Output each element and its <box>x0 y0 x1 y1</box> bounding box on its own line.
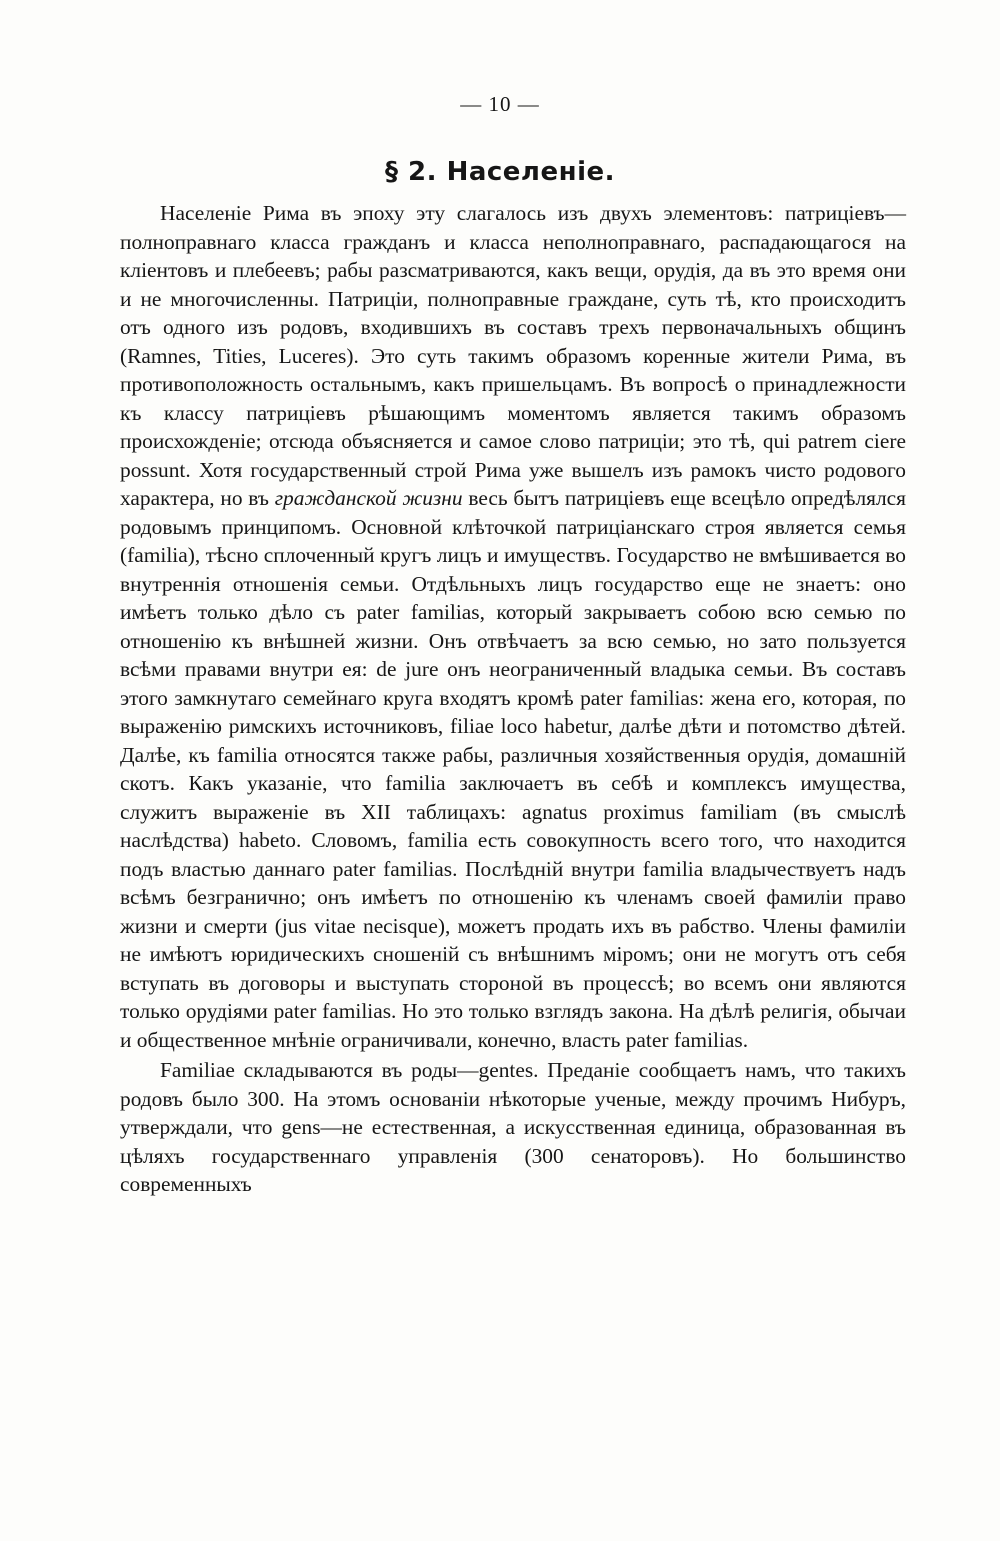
paragraph-1 <box>120 199 906 1054</box>
paragraph-1-text-a: Населеніе Рима въ эпоху эту слагалось изъ двухъ элементовъ: патриціевъ—полноправнаго класса гражданъ и класса неполноправнаго, распадающагося на кліентовъ и плебеевъ; рабы разсматриваются, какъ вещи, орудія, да въ это время они и не многочисленны. Патриціи, полноправные граждане, суть тѣ, кто происходитъ отъ одного изъ родовъ, входившихъ въ составъ трехъ первоначальныхъ общинъ (Ramnes, Tities, Luceres). Это суть такимъ образомъ коренные жители Рима, въ противоположность остальнымъ, какъ пришельцамъ. Въ вопросѣ о принадлежности къ классу патриціевъ рѣшающимъ моментомъ является такимъ образомъ происхожденіе; отсюда объясняется и самое слово патриціи; это тѣ, qui patrem ciere possunt. Хотя государственный строй Рима уже вышелъ изъ рамокъ чисто родового характера, но въ <box>120 201 906 510</box>
page-number: — 10 — <box>460 92 540 116</box>
paragraph-2 <box>120 1056 906 1199</box>
paragraph-2-text: Familiae складываются въ роды—gentes. Преданіе сообщаетъ намъ, что такихъ родовъ было 300. На этомъ основаніи нѣкоторые ученые, между прочимъ Нибуръ, утверждали, что gens—не естественная, а искусственная единица, образованная въ цѣляхъ государственнаго управленія (300 сенаторовъ). Но большинство современныхъ <box>120 1058 906 1196</box>
paragraph-1-text-b: весь бытъ патриціевъ еще всецѣло опредѣлялся родовымъ принципомъ. Основной клѣточкой патриціанскаго строя является семья (familia), тѣсно сплоченный кругъ лицъ и имуществъ. Государство не вмѣшивается во внутреннія отношенія семьи. Отдѣльныхъ лицъ государство еще не знаетъ: оно имѣетъ только дѣло съ pater familias, который закрываетъ собою всю семью по отношенію къ внѣшней жизни. Онъ отвѣчаетъ за всю семью, но зато пользуется всѣми правами внутри ея: de jure онъ неограниченный владыка семьи. Въ составъ этого замкнутаго семейнаго круга входятъ кромѣ pater familias: жена его, которая, по выраженію римскихъ источниковъ, filiae loco habetur, далѣе дѣти и потомство дѣтей. Далѣе, къ familia относятся также рабы, различныя хозяйственныя орудія, домашній скотъ. Какъ указаніе, что familia заключаетъ въ себѣ и комплексъ имущества, служитъ выраженіе въ XII таблицахъ: agnatus proximus familiam (въ смыслѣ наслѣдства) habeto. Словомъ, familia есть совокупность всего того, что находится подъ властью даннаго pater familias. Послѣдній внутри familia владычествуетъ надъ всѣмъ безгранично; онъ имѣетъ по отношенію къ членамъ своей фамиліи право жизни и смерти (jus vitae necisque), можетъ продать ихъ въ рабство. Члены фамиліи не имѣютъ юридическихъ сношеній съ внѣшнимъ міромъ; они не могутъ отъ себя вступать въ договоры и выступать стороной въ процессѣ; во всемъ они являются только орудіями pater familias. Но это только взглядъ закона. На дѣлѣ религія, обычаи и общественное мнѣніе ограничивали, конечно, власть pater familias. <box>120 486 907 1052</box>
italic-phrase: гражданской жизни <box>274 486 463 510</box>
section-title: § 2. Населеніе. <box>385 157 615 187</box>
body-text <box>120 199 906 1199</box>
